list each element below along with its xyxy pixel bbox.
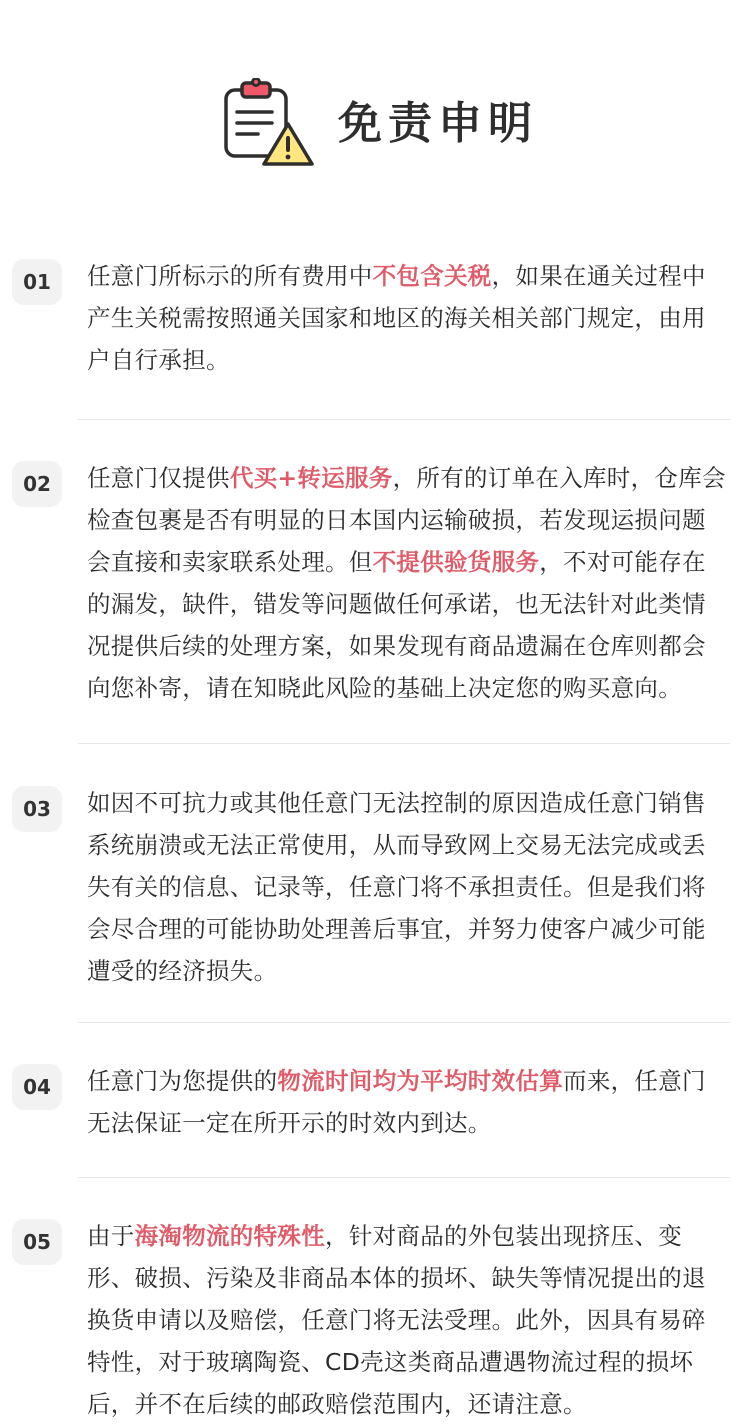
item-number-badge: 03 <box>12 786 62 832</box>
item-text <box>87 782 729 992</box>
highlight-segment: 海淘物流的特殊性 <box>134 1222 326 1250</box>
disclaimer-item-04 <box>0 1060 750 1177</box>
text-segment: 而来，任意门无法保证一定在所开示的时效内到达。 <box>87 1067 706 1137</box>
item-number-badge: 04 <box>12 1064 62 1110</box>
item-number-badge: 01 <box>12 259 62 305</box>
text-segment: 任意门仅提供 <box>87 464 230 492</box>
disclaimer-item-01 <box>0 255 750 419</box>
text-segment: 由于 <box>87 1222 135 1250</box>
disclaimer-item-02 <box>0 457 750 743</box>
disclaimer-list <box>0 255 750 1425</box>
divider <box>78 1022 730 1023</box>
text-segment: 任意门为您提供的 <box>87 1067 278 1095</box>
item-text <box>87 457 729 709</box>
text-segment: 任意门所标示的所有费用中 <box>87 262 373 290</box>
highlight-segment: 代买+转运服务 <box>229 464 393 492</box>
text-segment: ，不对可能存在的漏发，缺件，错发等问题做任何承诺，也无法针对此类情况提供后续的处理方案，如果发现有商品遗漏在仓库则都会向您补寄，请在知晓此风险的基础上决定您的购买意向。 <box>87 548 706 702</box>
item-number-badge: 05 <box>12 1219 62 1265</box>
text-segment: ，所有的订单在入库时，仓库会检查包裹是否有明显的日本国内运输破损，若发现运损问题会直接和卖家联系处理。但 <box>87 464 726 576</box>
page-title: 免责申明 <box>338 98 538 149</box>
highlight-segment: 不提供验货服务 <box>372 548 540 576</box>
clipboard-warning-icon <box>222 78 316 170</box>
text-segment: 如因不可抗力或其他任意门无法控制的原因造成任意门销售系统崩溃或无法正常使用，从而导致网上交易无法完成或丢失有关的信息、记录等，任意门将不承担责任。但是我们将会尽合理的可能协助处理善后事宜，并努力使客户减少可能遭受的经济损失。 <box>87 789 706 985</box>
item-text <box>87 1215 729 1425</box>
item-text <box>87 255 729 381</box>
disclaimer-item-05 <box>0 1215 750 1425</box>
text-segment: ，针对商品的外包装出现挤压、变形、破损、污染及非商品本体的损坏、缺失等情况提出的退换货申请以及赔偿，任意门将无法受理。此外，因具有易碎特性，对于玻璃陶瓷、CD壳这类商品遭遇物流过程的损坏后，并不在后续的邮政赔偿范围内，还请注意。 <box>87 1222 706 1418</box>
divider <box>78 419 730 420</box>
page-header <box>0 78 750 170</box>
text-segment: ，如果在通关过程中产生关税需按照通关国家和地区的海关相关部门规定，由用户自行承担。 <box>87 262 706 374</box>
item-text <box>87 1060 729 1144</box>
divider <box>78 743 730 744</box>
disclaimer-item-03 <box>0 782 750 1022</box>
divider <box>78 1177 730 1178</box>
highlight-segment: 物流时间均为平均时效估算 <box>277 1067 564 1095</box>
item-number-badge: 02 <box>12 461 62 507</box>
highlight-segment: 不包含关税 <box>372 262 492 290</box>
